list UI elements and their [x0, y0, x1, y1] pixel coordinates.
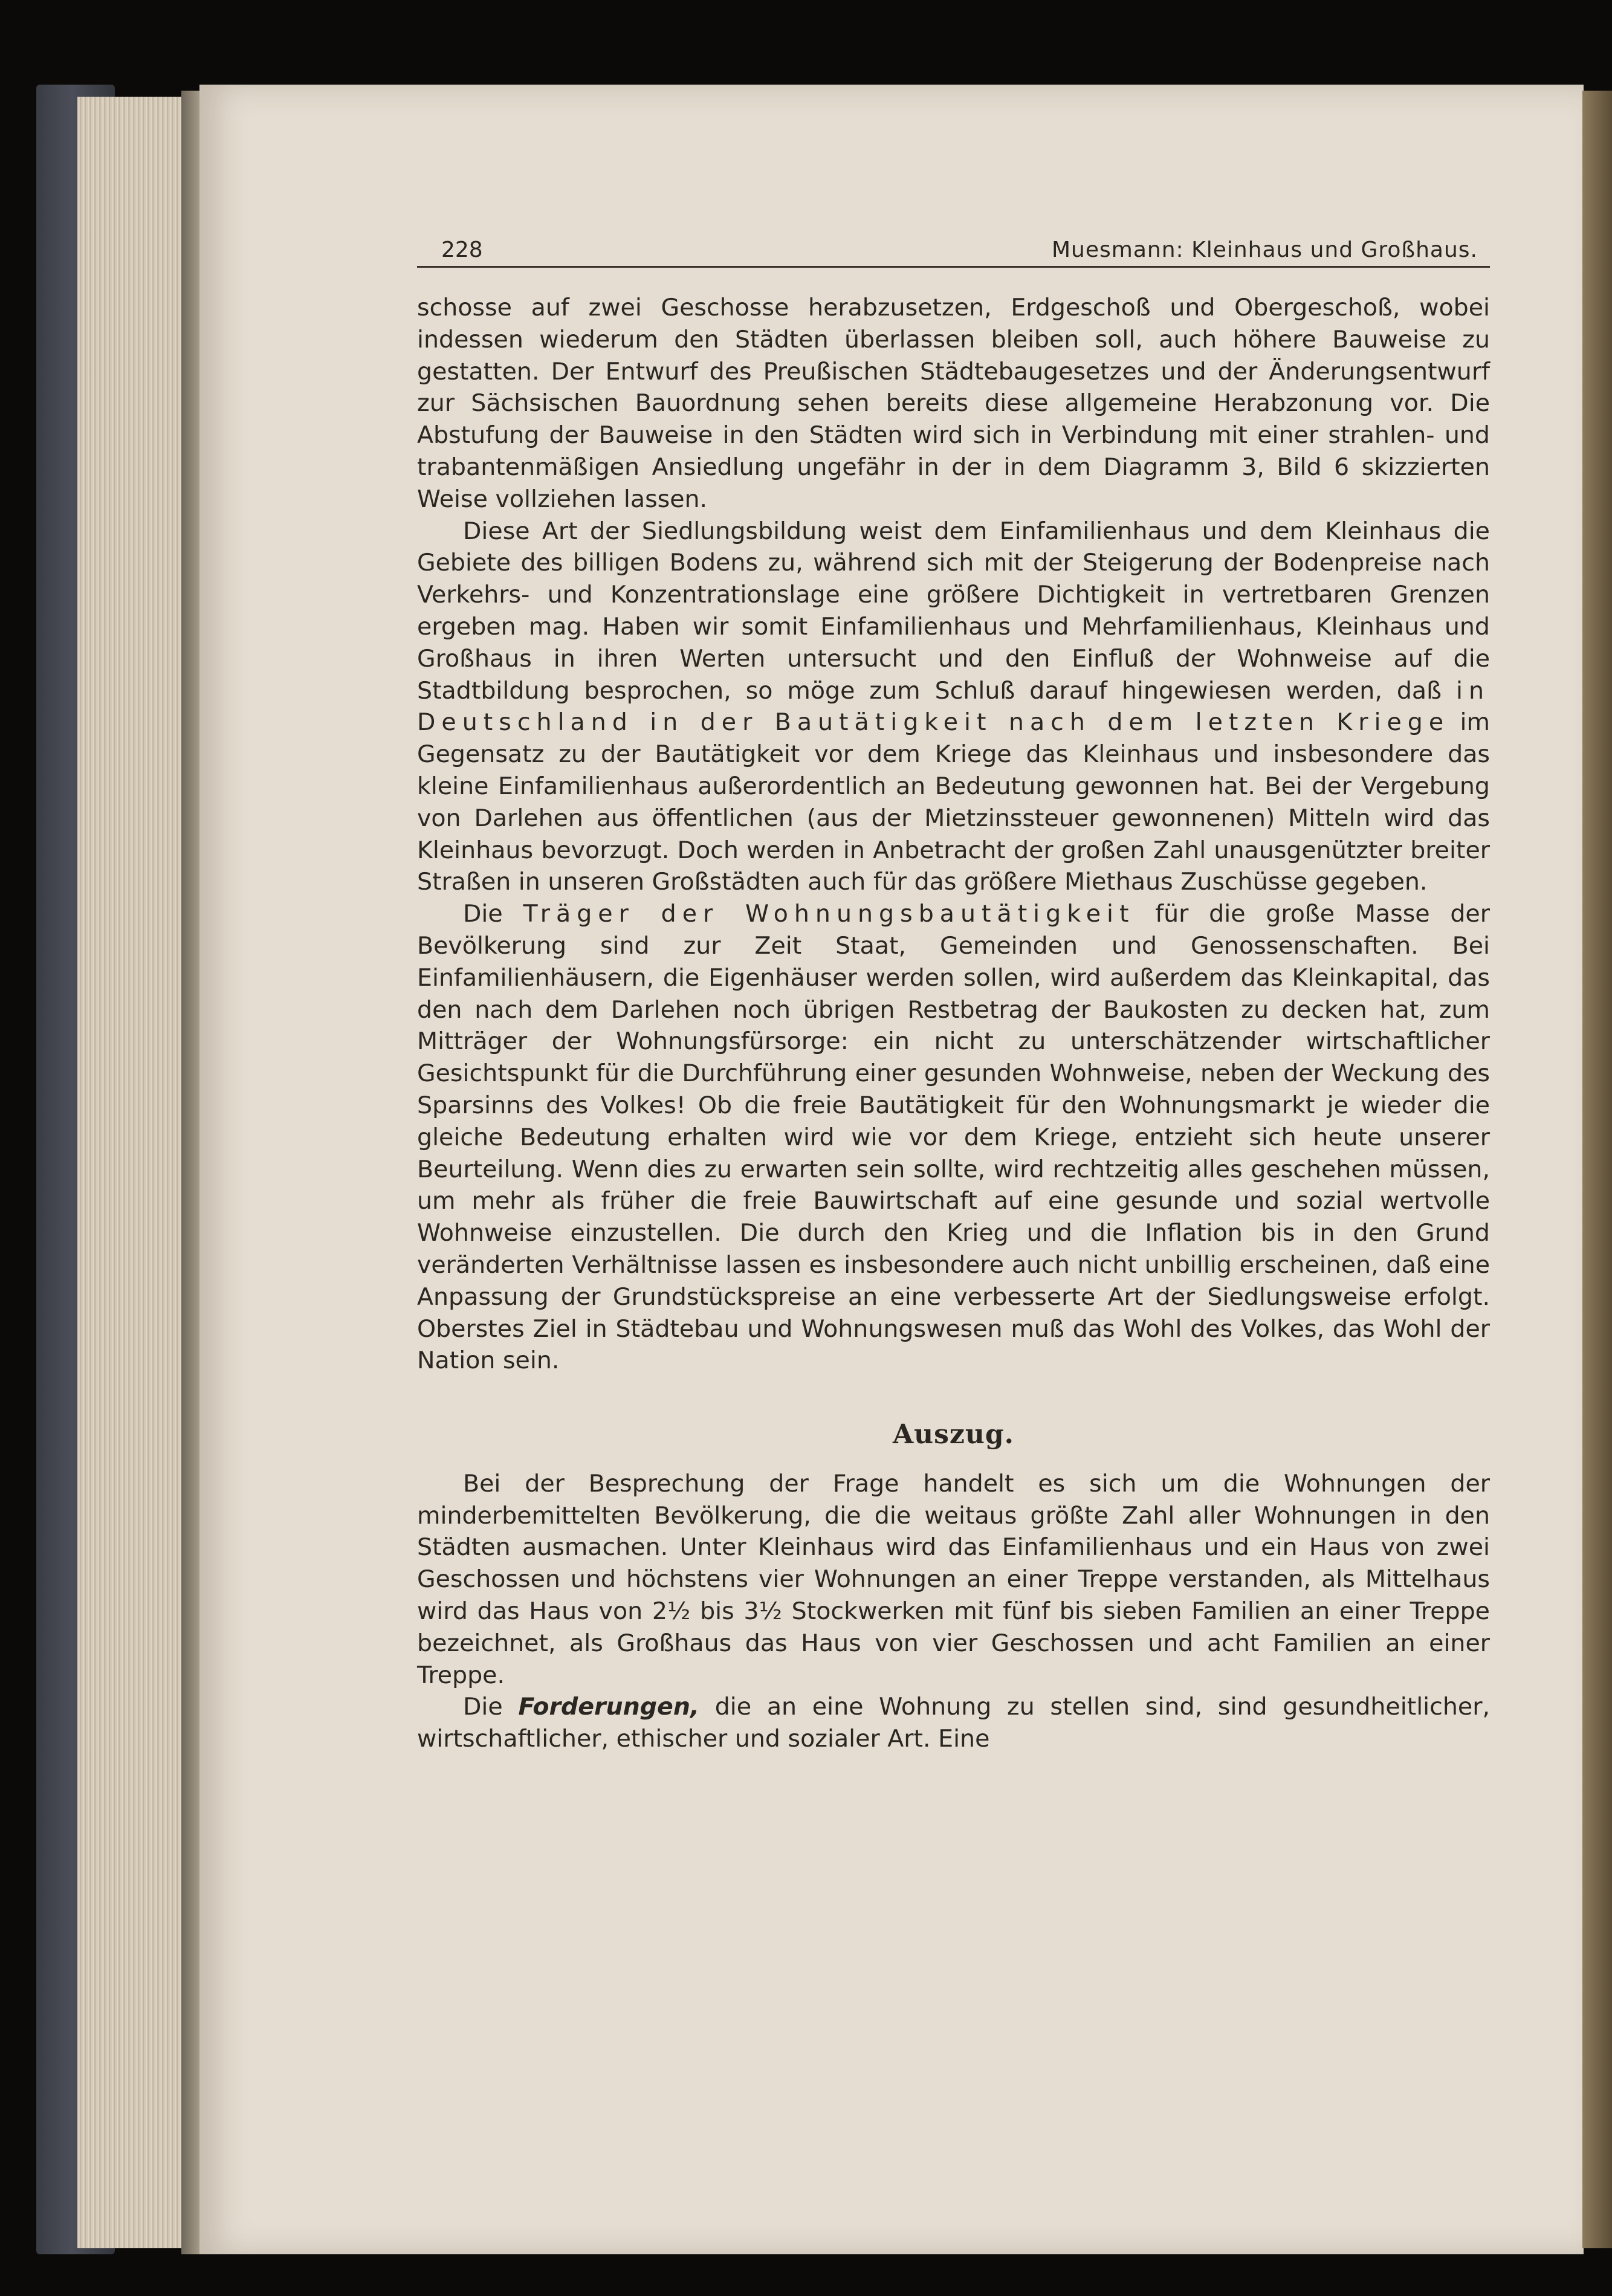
running-header	[417, 230, 1490, 268]
paragraph-2	[417, 516, 1490, 899]
page-content	[417, 230, 1490, 1755]
paragraph-1	[417, 292, 1490, 516]
paragraph-5	[417, 1691, 1490, 1755]
paragraph-5-italic-emphasis: Forderungen,	[518, 1693, 699, 1721]
paragraph-5-text-b: die an eine Wohnung zu stellen sind, sind gesundheitlicher, wirtschaftlicher, ethischer und sozialer Art. Eine	[417, 1693, 1490, 1753]
paragraph-4-text: Bei der Besprechung der Frage handelt es sich um die Wohnungen der minderbemittelten Bevölkerung, die die weitaus größte Zahl aller Wohnungen in den Städten ausmachen. Unter Kleinhaus wird das Einfamilienhaus und ein Haus von zwei Geschossen und höchstens vier Wohnungen an einer Treppe verstanden, als Mittelhaus wird das Haus von 2½ bis 3½ Stockwerken mit fünf bis sieben Familien an einer Treppe bezeichnet, als Großhaus das Haus von vier Geschossen und acht Familien an einer Treppe.	[417, 1469, 1490, 1689]
paragraph-3-text-a: Die	[463, 900, 503, 928]
paragraph-3-text-b: für die große Masse der Bevölkerung sind zur Zeit Staat, Gemeinden und Genossenschaften. Bei Einfamilienhäusern, die Eigenhäuser werden sollen, wird außerdem das Kleinkapital, das den nach dem Darlehen noch übrigen Restbetrag der Baukosten zu decken hat, zum Mitträger der Wohnungsfürsorge: ein nicht zu unterschätzender wirtschaftlicher Gesichtspunkt für die Durchführung einer gesunden Wohnweise, neben der Weckung des Sparsinns des Volkes! Ob die freie Bautätigkeit für den Wohnungsmarkt je wieder die gleiche Bedeutung erhalten wird wie vor dem Kriege, entzieht sich heute unserer Beurteilung. Wenn dies zu erwarten sein sollte, wird rechtzeitig alles geschehen müssen, um mehr als früher die freie Bauwirtschaft auf eine gesunde und sozial wertvolle Wohnweise einzustellen. Die durch den Krieg und die Inflation bis in den Grund veränderten Verhältnisse lassen es insbesondere auch nicht unbillig erscheinen, daß eine Anpassung der Grundstückspreise an eine verbesserte Art der Siedlungsweise erfolgt. Oberstes Ziel in Städtebau und Wohnungswesen muß das Wohl des Volkes, das Wohl der Nation sein.	[417, 900, 1490, 1375]
running-title: Muesmann: Kleinhaus und Großhaus.	[1051, 238, 1478, 262]
paragraph-3-spaced-emphasis: Träger der Wohnungsbautätigkeit	[523, 900, 1135, 928]
paragraph-2-text-a: Diese Art der Siedlungsbildung weist dem Einfamilienhaus und dem Kleinhaus die Gebiete des billigen Bodens zu, während sich mit der Steigerung der Bodenpreise nach Verkehrs- und Konzentrationslage eine größere Dichtigkeit in vertretbaren Grenzen ergeben mag. Haben wir somit Einfamilienhaus und Mehrfamilienhaus, Kleinhaus und Großhaus in ihren Werten untersucht und den Einfluß der Wohnweise auf die Stadtbildung besprochen, so möge zum Schluß darauf hingewiesen werden, daß	[417, 517, 1490, 705]
body-text	[417, 292, 1490, 1755]
paragraph-3	[417, 898, 1490, 1377]
paragraph-2-text-b: im Gegensatz zu der Bautätigkeit vor dem Kriege das Kleinhaus und insbesondere das kleine Einfamilienhaus außerordentlich an Bedeutung gewonnen hat. Bei der Vergebung von Darlehen aus öffentlichen (aus der Mietzinssteuer gewonnenen) Mitteln wird das Kleinhaus bevorzugt. Doch werden in Anbetracht der großen Zahl unausgenützter breiter Straßen in unseren Großstädten auch für das größere Miethaus Zuschüsse gegeben.	[417, 708, 1490, 896]
paragraph-1-text: schosse auf zwei Geschosse herabzusetzen, Erdgeschoß und Obergeschoß, wobei indessen wiederum den Städten überlassen bleiben soll, auch höhere Bauweise zu gestatten. Der Entwurf des Preußischen Städtebaugesetzes und der Änderungsentwurf zur Sächsischen Bauordnung sehen bereits diese allgemeine Herabzonung vor. Die Abstufung der Bauweise in den Städten wird sich in Verbindung mit einer strahlen- und trabantenmäßigen Ansiedlung ungefähr in der in dem Diagramm 3, Bild 6 skizzierten Weise vollziehen lassen.	[417, 294, 1490, 513]
section-heading: Auszug.	[893, 1419, 1014, 1450]
paragraph-2-spaced-emphasis: in Deutschland in der Bautätigkeit nach dem letzten Kriege	[417, 676, 1490, 737]
paragraph-4	[417, 1468, 1490, 1692]
paragraph-5-text-a: Die	[463, 1693, 503, 1721]
page-number: 228	[441, 238, 483, 262]
page-edges	[77, 97, 192, 2248]
book-cover-right	[1582, 91, 1612, 2248]
